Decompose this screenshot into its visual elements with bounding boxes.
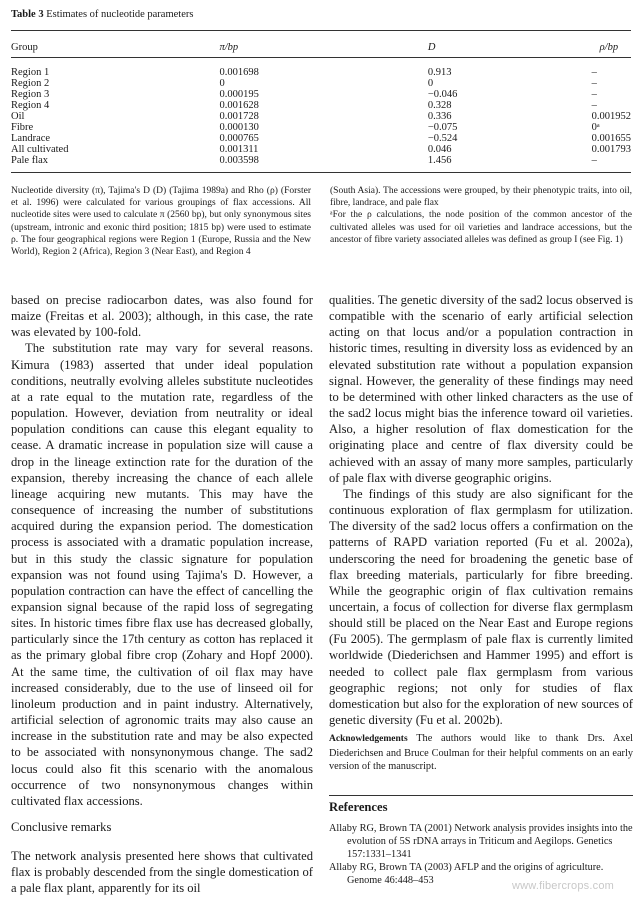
cell-rho: – bbox=[591, 100, 597, 111]
cell-d: −0.075 bbox=[427, 122, 458, 133]
cell-pi: 0.001311 bbox=[219, 144, 259, 155]
table-row bbox=[11, 100, 631, 111]
paragraph: The network analysis presented here shows that cultivated flax is probably descended from the single domestication of a pale flax plant, apparently for its oil bbox=[11, 849, 313, 896]
table-footnote-a: ᵃFor the ρ calculations, the node position of the common ancestor of the cultivated alleles was used for oil varieties and landrace accessions, but the ancestor of fibre variety associated alleles was defined as group I (see Fig. 1) bbox=[330, 210, 632, 245]
cell-d: 0.336 bbox=[427, 111, 452, 122]
cell-pi: 0.000130 bbox=[219, 122, 259, 133]
paragraph: qualities. The genetic diversity of the sad2 locus observed is compatible with the scenario of early artificial selection acting on that locus and/or a population contraction in historic times, resulting in diversity loss as evidenced by an elevated substitution rate without a population expansion signal. However, the generality of these findings may need to be determined with other linked characters as the use of the sad2 locus might bias the inference toward oil varieties. Also, a higher resolution of flax domestication for the originating place and centre of flax diversity could be achieved with an assay of many more samples, particularly of pale flax with diverse geographic origins. bbox=[329, 293, 633, 485]
cell-d: 0.046 bbox=[427, 144, 452, 155]
header-d: D bbox=[427, 41, 436, 53]
cell-group: Pale flax bbox=[11, 155, 49, 166]
table-row bbox=[11, 111, 631, 122]
paragraph: based on precise radiocarbon dates, was also found for maize (Freitas et al. 2003); although, in this case, the rate was elevated by 100-fold. bbox=[11, 293, 313, 340]
cell-rho: 0.001793 bbox=[591, 144, 631, 155]
table-bottom-rule bbox=[11, 172, 631, 173]
table-row bbox=[11, 133, 631, 144]
header-pi: π/bp bbox=[219, 41, 239, 53]
cell-d: −0.046 bbox=[427, 89, 458, 100]
cell-d: 0 bbox=[427, 78, 434, 89]
watermark: www.fibercrops.com bbox=[512, 880, 615, 892]
header-group: Group bbox=[11, 41, 38, 53]
cell-group: Region 4 bbox=[11, 100, 50, 111]
acknowledgements-text: The authors would like to thank Drs. Axel Diederichsen and Bruce Coulman for their helpful comments on an early version of the manuscript. bbox=[329, 733, 634, 773]
reference-item: Allaby RG, Brown TA (2003) AFLP and the origins of agriculture. Genome 46:448–453 bbox=[329, 862, 604, 886]
cell-group: Oil bbox=[11, 111, 25, 122]
references-list bbox=[329, 822, 633, 887]
body-column-left bbox=[11, 292, 313, 809]
cell-rho: 0.001655 bbox=[591, 133, 631, 144]
cell-pi: 0.001728 bbox=[219, 111, 259, 122]
cell-pi: 0.001628 bbox=[219, 100, 259, 111]
cell-pi: 0 bbox=[219, 78, 225, 89]
nucleotide-parameters-table bbox=[11, 36, 631, 166]
paragraph: The findings of this study are also significant for the continuous exploration of flax germplasm for utilization. The diversity of the sad2 locus offers a confirmation on the patterns of RAPD variation reported (Fu et al. 2002a), underscoring the need for broadening the genetic base of flax breeding materials, particularly for fibre breeding. While the geographic origin of flax cultivation remains uncertain, a focus of collection for diverse flax germplasm should still be placed on the Near East and Europe regions (Fu 2005). The germplasm of pale flax is currently limited worldwide (Diederichsen and Hammer 1995) and effort is needed to collect pale flax germplasm from various geographic regions; not only for studies of flax domestication but also for the exploration of new sources of genetic diversity (Fu et al. 2002b). bbox=[329, 486, 633, 728]
table-footnote-right-text: (South Asia). The accessions were grouped, by their phenotypic traits, into oil, fibre, landrace, and pale flax bbox=[330, 186, 632, 209]
cell-pi: 0.000195 bbox=[219, 89, 259, 100]
cell-group: Region 2 bbox=[11, 78, 50, 89]
table-row bbox=[11, 144, 631, 155]
cell-d: 1.456 bbox=[427, 155, 452, 166]
table-header-row bbox=[11, 36, 631, 58]
cell-rho: – bbox=[591, 67, 597, 78]
table-caption bbox=[11, 9, 193, 20]
body-column-right bbox=[329, 292, 633, 728]
table-row bbox=[11, 122, 631, 133]
table-caption-text: Estimates of nucleotide parameters bbox=[46, 9, 194, 20]
table-footnote-right bbox=[330, 185, 632, 246]
cell-d: −0.524 bbox=[427, 133, 458, 144]
reference-item: Allaby RG, Brown TA (2001) Network analysis provides insights into the evolution of 5S rDNA arrays in Triticum and Aegilops. Genetics 157:1331–1341 bbox=[329, 823, 633, 860]
header-rho: ρ/bp bbox=[599, 41, 619, 53]
cell-rho: – bbox=[591, 78, 597, 89]
table-row bbox=[11, 155, 631, 166]
cell-pi: 0.003598 bbox=[219, 155, 259, 166]
cell-group: Region 3 bbox=[11, 89, 50, 100]
acknowledgements bbox=[329, 732, 633, 774]
acknowledgements-label: Acknowledgements bbox=[329, 734, 408, 744]
cell-pi: 0.001698 bbox=[219, 67, 259, 78]
table-row bbox=[11, 58, 631, 78]
table-caption-label: Table 3 bbox=[11, 9, 44, 20]
cell-group: Landrace bbox=[11, 133, 51, 144]
references-rule bbox=[329, 795, 633, 796]
references-heading: References bbox=[329, 800, 388, 814]
cell-d: 0.913 bbox=[427, 67, 452, 78]
table-footnote-left: Nucleotide diversity (π), Tajima's D (D) (Tajima 1989a) and Rho (ρ) (Forster et al. 1996) were calculated for various groupings of flax accessions. All nucleotide sites were used to calculate π (2560 bp), but only synonymous sites (upstream, intronic and exonic third position; 1815 bp) were used to estimate ρ. The four geographical regions were Region 1 (Europe, Russia and the New World), Region 2 (Africa), Region 3 (Near East), and Region 4 bbox=[11, 186, 311, 258]
cell-rho: 0ᵃ bbox=[591, 122, 600, 133]
paragraph: The substitution rate may vary for several reasons. Kimura (1983) asserted that under ideal population conditions, neutrally evolving alleles substitute nucleotides at a rate equal to the mutation rate, regardless of the population. However, deviation from neutrality or ideal population conditions can cause this elegant equality to cease. A dramatic increase in population size will cause a drop in the lineage extinction rate for the duration of the expansion, thereby increasing the chance of each allele lineage acquiring new mutants. This may have the consequence of increasing the number of substitutions acquired during the expansion period. The domestication process is associated with a dramatic population increase, but in this study the classic signature for population expansion was not found using Tajima's D. However, a population contraction can have the effect of cancelling the expansion signal because of the rapid loss of segregating sites. In historic times fibre flax use has decreased globally, particularly since the 17th century as cotton has replaced it as the primary global fibre crop (Zohary and Hopf 2000). At the same time, the cultivation of oil flax may have increased considerably, due to the use of linseed oil for linoleum production and in paint industry. Alternatively, artificial selection of agronomic traits may also cause an increase in the substitution rate and may be also expected to be associated with nonsynonymous change. The sad2 locus could also fit this scenario with the anomalous occurrence of two nonsynonymous changes within cultivated flax accessions. bbox=[11, 341, 313, 808]
cell-group: All cultivated bbox=[11, 144, 69, 155]
cell-d: 0.328 bbox=[427, 100, 452, 111]
cell-group: Region 1 bbox=[11, 67, 50, 78]
table-row bbox=[11, 89, 631, 100]
table-header-rule bbox=[11, 57, 631, 58]
cell-group: Fibre bbox=[11, 122, 34, 133]
table-row bbox=[11, 78, 631, 89]
cell-rho: 0.001952 bbox=[591, 111, 631, 122]
table-top-rule bbox=[11, 30, 631, 31]
cell-rho: – bbox=[591, 155, 597, 166]
cell-pi: 0.000765 bbox=[219, 133, 259, 144]
cell-rho: – bbox=[591, 89, 597, 100]
section-heading: Conclusive remarks bbox=[11, 820, 112, 834]
